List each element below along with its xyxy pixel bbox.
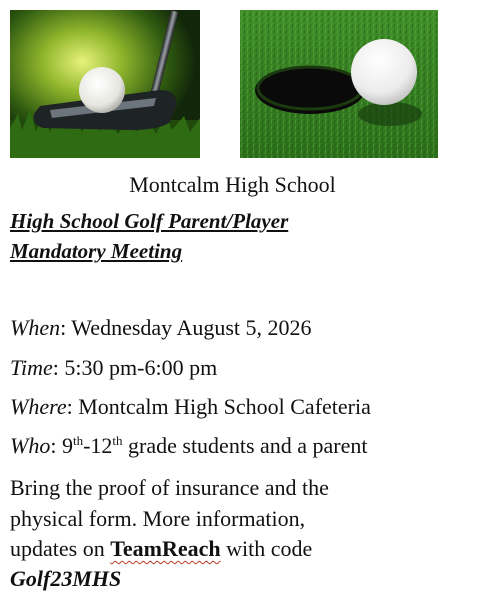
who-value: grade students and a parent xyxy=(122,433,368,458)
where-row xyxy=(10,394,495,420)
meeting-title-line-1: High School Golf Parent/Player xyxy=(10,209,289,233)
who-ordinal-suffix-2: th xyxy=(112,433,123,448)
instructions-line-2: physical form. More information, xyxy=(10,506,306,531)
access-code: Golf23MHS xyxy=(10,566,122,591)
who-label: Who xyxy=(10,433,51,458)
app-name: TeamReach xyxy=(110,536,221,561)
who-separator: : 9 xyxy=(50,433,73,458)
instructions-prefix: updates on xyxy=(10,536,111,561)
instructions-suffix: with code xyxy=(220,536,313,561)
instructions-line-4 xyxy=(10,566,495,592)
meeting-title-line-2: Mandatory Meeting xyxy=(10,239,183,263)
who-ordinal-suffix-1: th xyxy=(72,433,84,448)
where-value: : Montcalm High School Cafeteria xyxy=(66,394,371,419)
instructions-line-3 xyxy=(10,536,495,562)
golf-club-ball-image xyxy=(10,10,200,158)
time-label: Time xyxy=(10,355,53,380)
when-label: When xyxy=(10,315,61,340)
who-grade-end: -12 xyxy=(83,433,113,458)
when-row xyxy=(10,315,495,341)
school-name: Montcalm High School xyxy=(129,172,336,197)
instructions-line-1: Bring the proof of insurance and the xyxy=(10,475,329,500)
when-value: : Wednesday August 5, 2026 xyxy=(60,315,312,340)
time-row xyxy=(10,355,495,381)
where-label: Where xyxy=(10,394,67,419)
golf-ball-hole-image xyxy=(240,10,438,158)
who-row xyxy=(10,433,495,459)
time-value: : 5:30 pm-6:00 pm xyxy=(52,355,218,380)
